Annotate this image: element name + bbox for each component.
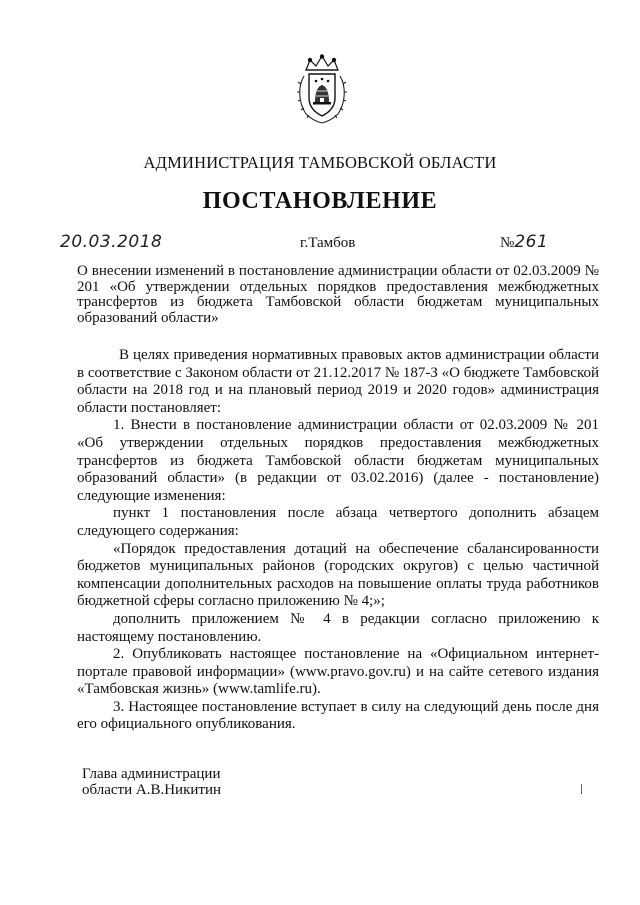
number-value: 261 (514, 232, 549, 252)
document-date: 20.03.2018 (60, 232, 163, 252)
body-paragraph: 2. Опубликовать настоящее постановление на «Официальном интернет-портале правовой информации» (www.pravo.gov.ru) и на сайте сетевого издания «Тамбовская жизнь» (www.tamlife.ru). (77, 646, 599, 698)
signature-title: Глава администрации (82, 766, 221, 782)
scan-mark (581, 784, 582, 794)
body-paragraph: дополнить приложением № 4 в редакции согласно приложению к настоящему постановлению. (77, 610, 599, 645)
body-paragraph: «Порядок предоставления дотаций на обеспечение сбалансированности бюджетов муниципальных районов (городских округов) с целью частичной компенсации дополнительных расходов на повышение оплаты труда работников бюджетной сферы согласно приложению № 4;»; (77, 540, 599, 610)
signature-block (82, 766, 221, 798)
body-paragraph: 3. Настоящее постановление вступает в силу на следующий день после дня его официального опубликования. (77, 698, 599, 733)
document-body (77, 347, 599, 734)
document-number (500, 232, 548, 252)
number-prefix: № (500, 235, 515, 251)
body-paragraph: 1. Внести в постановление администрации области от 02.03.2009 № 201 «Об утверждении отдельных порядков предоставления межбюджетных трансфертов из бюджета Тамбовской области бюджетам муниципальных образований области» (в редакции от 03.02.2016) (далее - постановление) следующие изменения: (77, 417, 599, 504)
document-title: ПОСТАНОВЛЕНИЕ (202, 188, 438, 214)
tambov-coat-of-arms-icon (296, 54, 348, 124)
document-subject: О внесении изменений в постановление администрации области от 02.03.2009 № 201 «Об утверждении отдельных порядков предоставления межбюджетных трансфертов из бюджета Тамбовской области бюджетам муниципальных образований области» (77, 263, 599, 326)
body-paragraph: В целях приведения нормативных правовых актов администрации области в соответствие с Законом области от 21.12.2017 № 187-З «О бюджете Тамбовской области на 2018 год и на плановый период 2019 и 2020 годов» администрация области постановляет: (77, 347, 599, 416)
signature-name: области А.В.Никитин (82, 782, 222, 798)
organization-name: АДМИНИСТРАЦИЯ ТАМБОВСКОЙ ОБЛАСТИ (143, 153, 497, 172)
document-city: г.Тамбов (300, 235, 356, 251)
body-paragraph: пункт 1 постановления после абзаца четвертого дополнить абзацем следующего содержания: (77, 505, 599, 539)
